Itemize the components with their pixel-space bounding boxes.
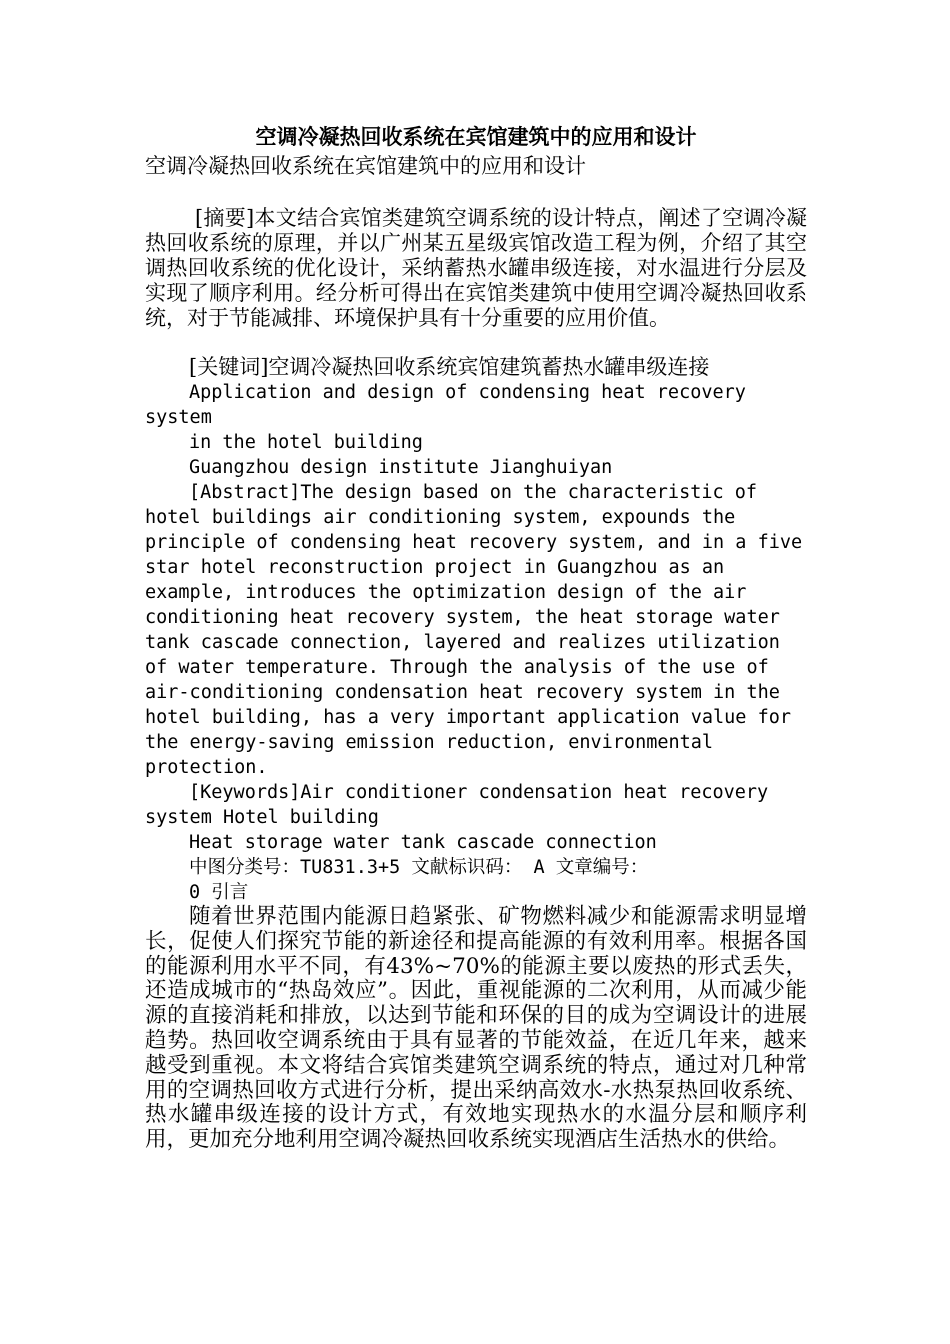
classification-line: 中图分类号：TU831.3+5 文献标识码： A 文章编号： xyxy=(189,857,649,878)
abstract-en-line: of water temperature. Through the analysis of the use of xyxy=(145,657,769,678)
spacer xyxy=(145,180,807,206)
abstract-en-line: example, introduces the optimization design of the air xyxy=(145,582,747,603)
en-author: Guangzhou design institute Jianghuiyan xyxy=(189,457,613,478)
document-title: 空调冷凝热回收系统在宾馆建筑中的应用和设计 xyxy=(255,124,697,149)
intro-paragraph: 随着世界范围内能源日趋紧张、矿物燃料减少和能源需求明显增长，促使人们探究节能的新途径和提高能源的有效利用率。根据各国的能源利用水平不同，有43%~70%的能源主要以废热的形式丢失，还造成城市的“热岛效应”。因此，重视能源的二次利用，从而减少能源的直接消耗和排放，以达到节能和环保的目的成为空调设计的进展趋势。热回收空调系统由于具有显著的节能效益，在近几年来，越来越受到重视。本文将结合宾馆类建筑空调系统的特点，通过对几种常用的空调热回收方式进行分析，提出采纳高效水-水热泵热回收系统、热水罐串级连接的设计方式，有效地实现热水的水温分层和顺序利用，更加充分地利用空调冷凝热回收系统实现酒店生活热水的供给。 xyxy=(145,904,807,1153)
en-title-line-2: system xyxy=(145,407,212,428)
abstract-en-line: conditioning heat recovery system, the heat storage water xyxy=(145,607,780,628)
abstract-en-line: hotel building, has a very important application value for xyxy=(145,707,792,728)
section-heading: 0 引言 xyxy=(189,882,249,903)
spacer xyxy=(145,331,807,355)
keywords-en-line-3: Heat storage water tank cascade connection xyxy=(189,832,657,853)
keywords-en-line-2: system Hotel building xyxy=(145,807,379,828)
abstract-en-line: principle of condensing heat recovery system, and in a five xyxy=(145,532,803,553)
abstract-en xyxy=(145,480,807,780)
abstract-en-line: air-conditioning condensation heat recovery system in the xyxy=(145,682,780,703)
abstract-en-line: hotel buildings air conditioning system, expounds the xyxy=(145,507,736,528)
abstract-cn: [摘要]本文结合宾馆类建筑空调系统的设计特点，阐述了空调冷凝热回收系统的原理，并以广州某五星级宾馆改造工程为例，介绍了其空调热回收系统的优化设计，采纳蓄热水罐串级连接，对水温进行分层及实现了顺序利用。经分析可得出在宾馆类建筑中使用空调冷凝热回收系统，对于节能减排、环境保护具有十分重要的应用价值。 xyxy=(145,206,807,330)
abstract-en-line: tank cascade connection, layered and realizes utilization xyxy=(145,632,780,653)
en-title-line-3: in the hotel building xyxy=(189,432,423,453)
keywords-cn: [关键词]空调冷凝热回收系统宾馆建筑蓄热水罐串级连接 xyxy=(189,355,710,379)
document-page xyxy=(145,122,807,1153)
abstract-en-line: [Abstract]The design based on the characteristic of xyxy=(189,482,758,503)
abstract-en-line: protection. xyxy=(145,757,268,778)
abstract-en-line: the energy-saving emission reduction, environmental xyxy=(145,732,714,753)
abstract-en-line: star hotel reconstruction project in Guangzhou as an xyxy=(145,557,725,578)
keywords-en-line-1: [Keywords]Air conditioner condensation heat recovery xyxy=(189,782,769,803)
en-title-line-1: Application and design of condensing heat recovery xyxy=(189,382,746,403)
document-subtitle: 空调冷凝热回收系统在宾馆建筑中的应用和设计 xyxy=(145,154,586,178)
